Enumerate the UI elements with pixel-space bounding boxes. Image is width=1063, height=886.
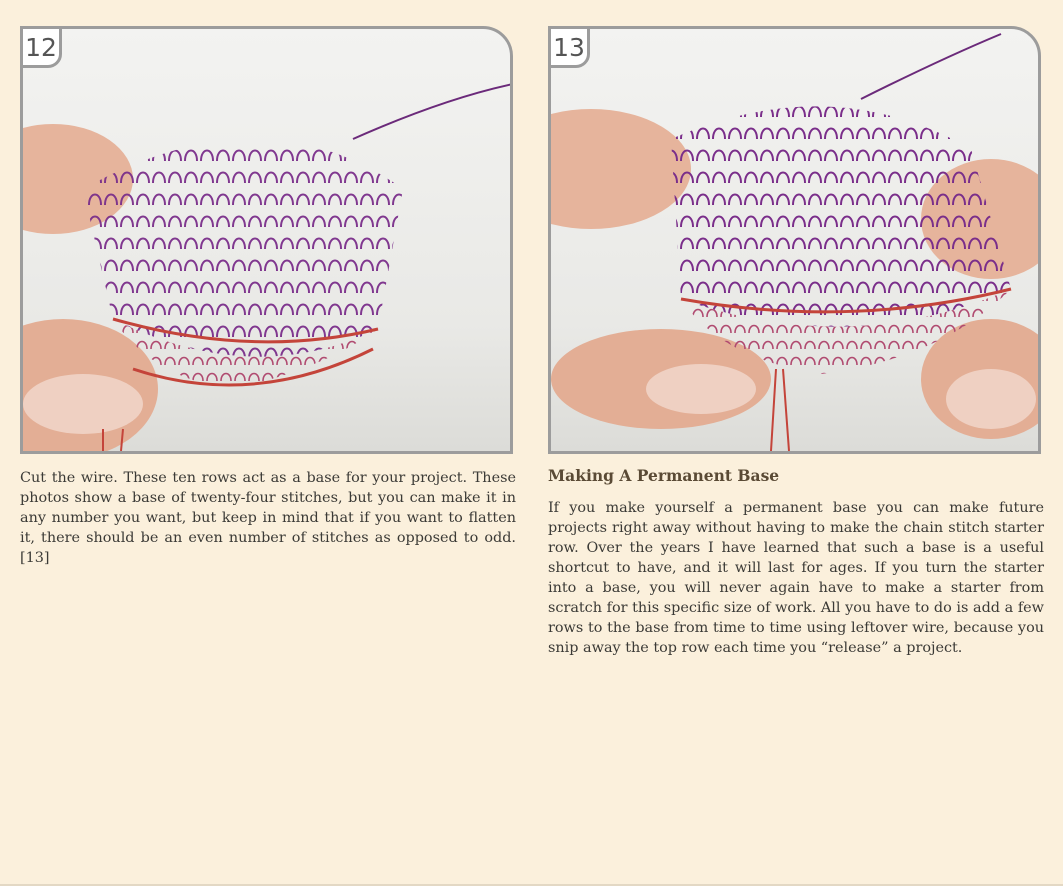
photo-12 (20, 26, 513, 454)
permanent-base-description: If you make yourself a permanent base you can make future projects right away without having to make the chain stitch starter row. Over the years I have learned that such a base is a useful shortcut to have, and it will last for ages. If you turn the starter into a base, you will never again have to make a starter from scratch for this specific size of work. All you have to do is add a few rows to the base from time to time using leftover wire, because you snip away the top row each time you “release” a project. (548, 500, 1044, 656)
wire-knitting-photo-icon (23, 29, 510, 451)
step-number-badge: 13 (548, 26, 590, 68)
photo-13 (548, 26, 1041, 454)
section-heading: Making A Permanent Base (548, 466, 780, 485)
step-number-badge: 12 (20, 26, 62, 68)
wire-knitting-photo-icon (551, 29, 1038, 451)
step-12-description: Cut the wire. These ten rows act as a base for your project. These photos show a base of twenty-four stitches, but you can make it in any number you want, but keep in mind that if you want to flatten it, there should be an even number of stitches as opposed to odd. [13] (20, 470, 516, 566)
